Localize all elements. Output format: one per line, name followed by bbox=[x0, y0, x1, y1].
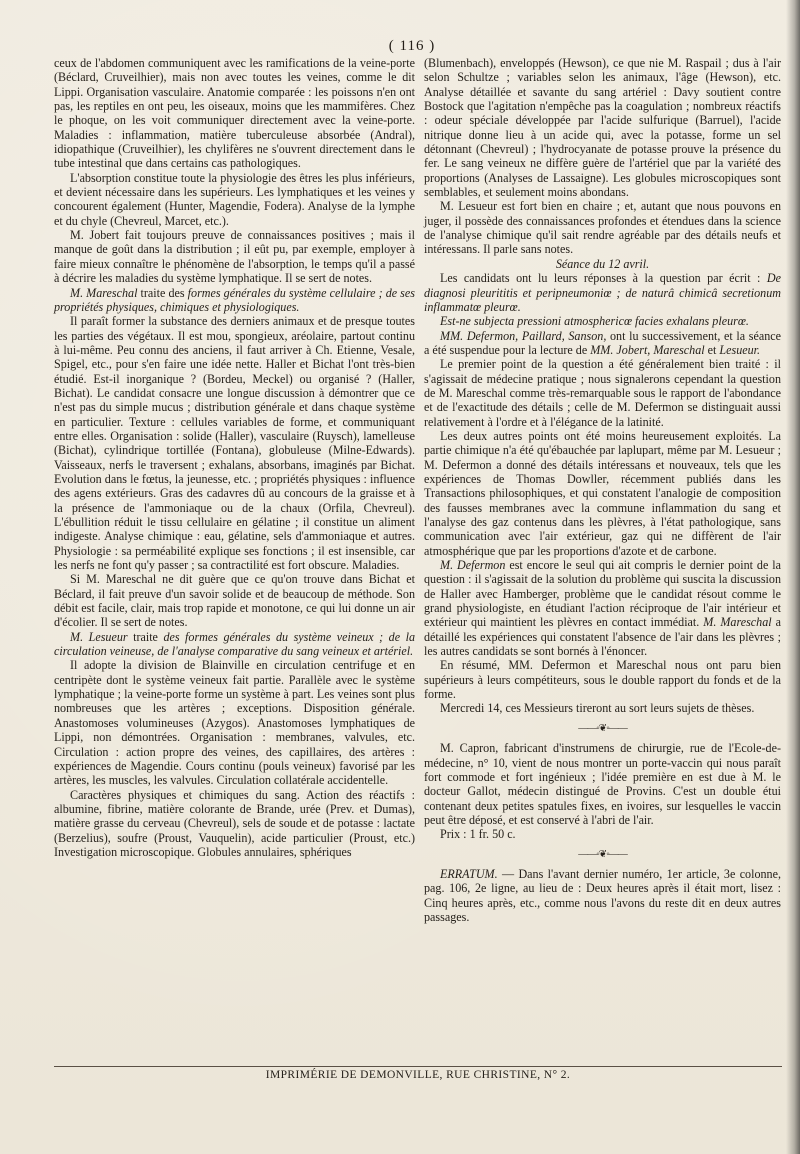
candidate-name: M. Defermon bbox=[440, 558, 506, 573]
paragraph: En résumé, MM. Defermon et Mareschal nous ont paru bien supérieurs à leurs compétiteurs, sous le double rapport du fonds et de la forme. bbox=[424, 658, 781, 702]
text: a détaillé les expériences qui constatent l'absence de l'air dans les plèvres ; les autres candidats se sont bornés à l'énoncer. bbox=[424, 615, 781, 659]
footer-rule bbox=[54, 1066, 782, 1067]
paragraph: Il adopte la division de Blainville en circulation centrifuge et en centripète dont le système veineux fait partie. Parallèle avec le système lymphatique ; la veine-porte forme un système à part. Les veines sont plus nombreuses que les artères ; exceptions. Disposition générale. Anastomoses volumineuses (Azygos). Anastomoses lymphatiques de Lippi, non démontrées. Organisation : membranes, valvules, etc. Circulation : action propre des veines, des capillaires, des artères : expériences de Magendie. Cours continu (pouls veineux) favorisé par les artères, les muscles, les valvules. Circulation collatérale accidentelle. bbox=[54, 658, 415, 788]
topic-title: formes générales du système cellulaire ; de ses propriétés physiques, chimiques et physiologiques. bbox=[54, 285, 415, 314]
candidates-read-paragraph bbox=[424, 329, 781, 358]
candidate-names: MM. Jobert, Mareschal bbox=[590, 342, 705, 357]
paragraph: Caractères physiques et chimiques du sang. Action des réactifs : albumine, fibrine, matière colorante de Brande, urée (Prev. et Dumas), matière grasse du cerveau (Chevreul), sels de soude et de potasse : lactate (Berzelius), soufre (Proust, Vauquelin), acide particulier (Proust, etc.) Investigation microscopique. Globules annulaires, sphériques bbox=[54, 787, 415, 859]
topic-title: des formes générales du système veineux ; de la circulation veineuse, de l'analyse comparative du sang veineux et artériel. bbox=[54, 629, 416, 659]
erratum-paragraph bbox=[424, 867, 781, 924]
text: est encore le seul qui ait compris le dernier point de la question : il s'agissait de la solution du problème qui suscita la discussion de Haller avec Hamberger, problème que le candidat résout comme le grand physiologiste, en étudiant l'action réciproque de l'air intérieur et extérieur qui maintient les plèvres en contact immédiat. bbox=[424, 558, 781, 630]
price-line: Prix : 1 fr. 50 c. bbox=[440, 827, 516, 842]
left-column bbox=[54, 56, 415, 859]
latin-question: De diagnosi pleurititis et peripneumoniœ ; de naturâ chimicâ secretionum inflammatœ pleurœ. bbox=[424, 271, 781, 314]
candidate-topic-paragraph bbox=[54, 630, 415, 659]
candidate-name: M. Lesueur bbox=[70, 629, 128, 644]
topic-intro: traite des bbox=[137, 285, 188, 300]
paragraph: Les deux autres points ont été moins heureusement exploités. La partie chimique n'a été qu'ébauchée par laplupart, même par M. Lesueur ; M. Defermon a donné des détails intéressans et nouveaux, tels que les expériences de Thomas Dowller, récemment publiés dans les Transactions philosophiques, et qui constatent l'analogie de composition des fausses membranes avec la commune inflammation du sang et l'analyse des gaz contenus dans les plèvres, à l'état pathologique, sans communication avec l'air extérieur, gaz qui ne diffèrent de l'air atmosphérique que par les proportions d'azote et de carbone. bbox=[424, 428, 781, 558]
paragraph: M. Lesueur est fort bien en chaire ; et, autant que nous pouvons en juger, il possède des connaissances profondes et étendues dans la science de l'analyse chimique qu'il sait rendre agréable par des détails neufs et intéressans. Il parle sans notes. bbox=[424, 199, 781, 257]
section-ornament: ——◦❦◦—— bbox=[578, 722, 627, 734]
erratum-label: ERRATUM. bbox=[440, 866, 498, 881]
page-spine-shadow bbox=[786, 0, 800, 1154]
paragraph: L'absorption constitue toute la physiologie des êtres les plus inférieurs, et devient nécessaire dans les supérieurs. Les lymphatiques et les veines y concourent également (Hunter, Magendie, Fodera). Analyse de la lymphe et du chyle (Chevreul, Marcet, etc.). bbox=[54, 170, 415, 228]
paragraph bbox=[424, 558, 781, 658]
paragraph: Le premier point de la question a été généralement bien traité : il s'agissait de médecine pratique ; nous signalerons cependant la question de M. Mareschal comme très-remarquable sous le rapport de l'abondance et de l'exactitude des détails ; celle de M. Defermon se distinguait aussi relativement à l'ordre et à l'élégance de la latinité. bbox=[424, 357, 781, 429]
candidate-name: Lesueur. bbox=[719, 342, 761, 357]
candidate-name: M. Mareschal bbox=[70, 285, 138, 300]
imprint-footer: IMPRIMÉRIE DE DEMONVILLE, RUE CHRISTINE, N° 2. bbox=[265, 1069, 571, 1081]
continued-paragraph: ceux de l'abdomen communiquent avec les ramifications de la veine-porte (Béclard, Cruveilhier), mais non avec toutes les veines, comme le dit Lippi. Organisation vasculaire. Anatomie comparée : les poissons n'en ont pas, les reptiles en ont peu, les oiseaux, moins que les mammifères. Chez le phoque, on les voit communiquer directement avec la veine-porte. Maladies : inflammation, matière tuberculeuse absorbée (Andral), idiopathique (Cruveilhier), les chylifères ne s'ouvrent directement dans le tube intestinal que dans certains cas pathologiques. bbox=[54, 56, 415, 171]
paragraph: Mercredi 14, ces Messieurs tireront au sort leurs sujets de thèses. bbox=[440, 701, 755, 716]
candidate-name: M. Mareschal bbox=[703, 615, 772, 630]
right-column bbox=[424, 56, 781, 924]
latin-question: Est-ne subjecta pressioni atmosphericœ facies exhalans pleurœ. bbox=[440, 314, 749, 329]
section-ornament: ——◦❦◦—— bbox=[578, 848, 627, 860]
latin-question-paragraph bbox=[424, 314, 781, 328]
paragraph: Il paraît former la substance des derniers animaux et de presque toutes les parties des végétaux. Il est mou, spongieux, aréolaire, partout continu à lui-même. Peu connu des anciens, il faut arriver à Ch. Etienne, Vesale, Spigel, etc., pour s'en faire une idée nette. Haller et Bichat l'ont très-bien étudié. Est-il inorganique ? (Bordeu, Meckel) ou organisé ? (Haller, Bichat). Le candidat consacre une longue discussion à démontrer que ce n'est pas du simple mucus ; distribution générale et dans chaque système en particulier. Texture : cellules variables de forme, et communiquant entre elles. Organisation : solide (Haller), vasculaire (Ruysch), lamelleuse (Bichat), cylindrique tortillée (Fontana), globuleuse (Milne-Edwards). Vaisseaux, nerfs le traversent ; exhalans, absorbans, imaginés par Bichat. Evolution dans le fœtus, la jeunesse, etc. ; propriétés physiques : influence des agens extérieurs. Gras des cadavres dû au concours de la graisse et à la présence de l'ammoniaque ou de la chaux (Orfila, Chevreul). L'ébullition réduit le tissu cellulaire en gélatine ; il constitue un aliment indigeste. Analyse chimique : eau, gélatine, sels d'ammoniaque et autres. Physiologie : sa perméabilité explique ses fonctions ; il est insensible, car les nerfs ne font qu'y passer ; sa contractilité est fort obscure. Maladies. bbox=[54, 314, 415, 573]
question-paragraph bbox=[424, 271, 781, 314]
topic-intro: traite bbox=[127, 629, 164, 644]
page-number: ( 116 ) bbox=[388, 38, 436, 54]
paragraph: M. Capron, fabricant d'instrumens de chirurgie, rue de l'Ecole-de-médecine, n° 10, vient de nous montrer un porte-vaccin qui nous paraît fort commode et fort ingénieux ; l'idée première en est due à M. le docteur Gallot, médecin distingué de Provins. C'est un double étui contenant deux petites spatules fixes, en ivoires, sur lesquelles le vaccin peut être déposé, et est conservé à l'abri de l'air. bbox=[424, 741, 781, 827]
text: et bbox=[704, 342, 720, 357]
candidate-names: MM. Defermon, Paillard, Sanson, bbox=[440, 328, 607, 343]
continued-paragraph: (Blumenbach), enveloppés (Hewson), ce que nie M. Raspail ; dus à l'air selon Schultze ; variables selon les animaux, l'âge (Hewson), etc. Analyse détaillée et savante du sang artériel : Davy soutient contre Bostock que l'agitation n'empêche pas la coagulation ; nombreux réactifs : odeur spéciale développée par l'acide sulfurique (Barruel), l'acide nitrique donne lieu à un acide qui, avec la potasse, forme un sel détonnant (Chevreul) ; l'hydrocyanate de potasse prouve la présence du fer. Le sang veineux ne diffère guère de l'artériel que par la variété des proportions (Analyses de Lassaigne). Les globules microscopiques sont semblables, et seulement moins abondans. bbox=[424, 56, 781, 200]
text: ont lu successivement, et la séance a été suspendue pour la lecture de bbox=[424, 328, 781, 357]
session-heading: Séance du 12 avril. bbox=[555, 256, 650, 271]
paragraph: M. Jobert fait toujours preuve de connaissances positives ; mais il manque de goût dans la distribution ; il eût pu, par exemple, employer à faire mieux connaître le phénomène de l'absorption, le temps qu'il a passé à décrire les maladies du système lymphatique. Il se sert de notes. bbox=[54, 228, 415, 286]
candidate-topic-paragraph bbox=[54, 286, 415, 315]
paragraph: Si M. Mareschal ne dit guère que ce qu'on trouve dans Bichat et Béclard, il fait preuve d'un savoir solide et de beaucoup de méthode. Son débit est facile, clair, mais trop rapide et monotone, ce qui lui donne un air d'écolier. Il se sert de notes. bbox=[54, 572, 415, 630]
question-intro: Les candidats ont lu leurs réponses à la question par écrit : bbox=[440, 271, 767, 286]
text: — Dans l'avant dernier numéro, 1er article, 3e colonne, pag. 106, 2e ligne, au lieu de : Deux heures après il était mort, lisez : Cinq heures après, etc., comme nous l'avons du reste dit en deux autres passages. bbox=[424, 866, 781, 924]
